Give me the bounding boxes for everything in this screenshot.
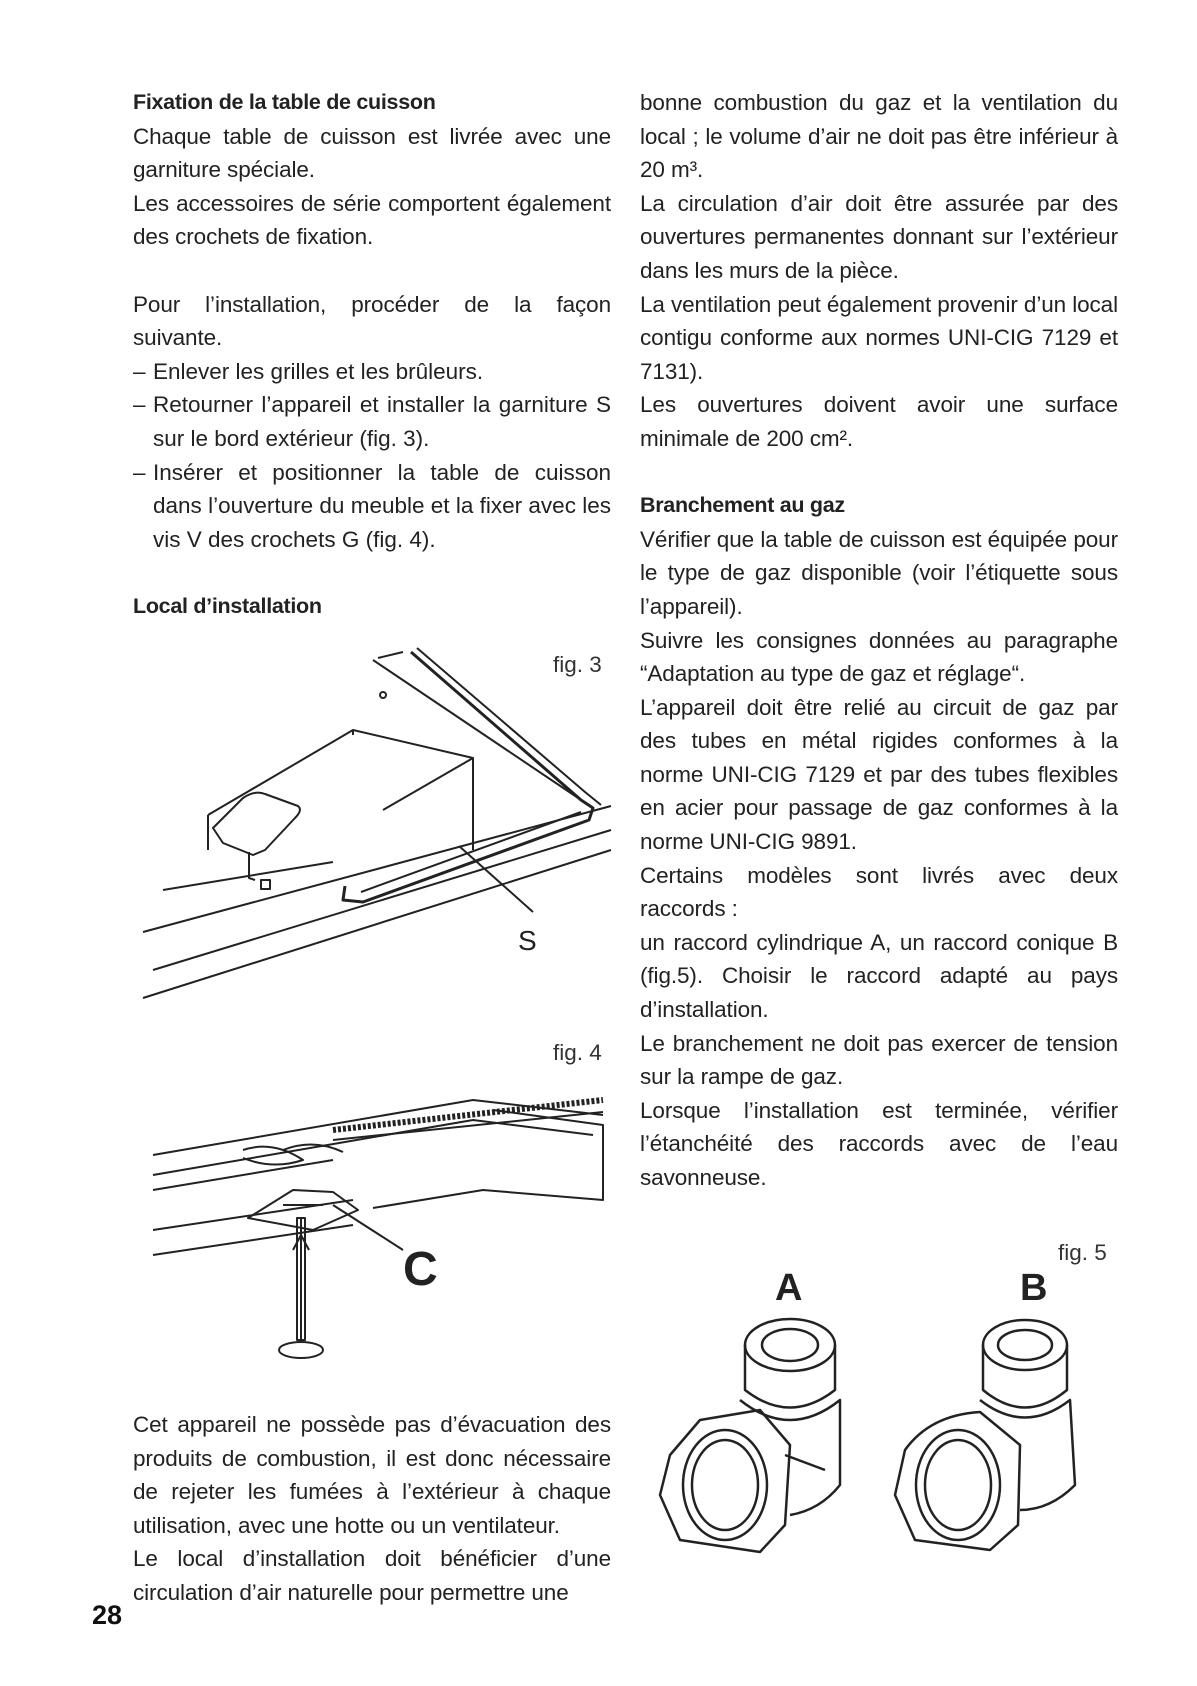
figure-3-callout-s: S	[518, 925, 537, 956]
gas-fittings-illustration	[640, 1240, 1120, 1580]
heading-local: Local d’installation	[133, 593, 322, 618]
paragraph-ventilation: La ventilation peut également provenir d’un local contigu conforme aux normes UNI-CIG 7129 et 7131).	[640, 291, 1118, 384]
paragraph-local-2: Le local d’installation doit bénéficier d’une circulation d’air naturelle pour permettre une	[133, 1546, 611, 1605]
figure-4-callout-c: C	[403, 1243, 438, 1296]
figure-5-callout-a: A	[775, 1267, 803, 1309]
heading-fixation: Fixation de la table de cuisson	[133, 90, 436, 114]
list-item: – Insérer et positionner la table de cuisson dans l’ouverture du meuble et la fixer avec les vis V des crochets G (fig. 4).	[133, 459, 611, 552]
figure-3-label: fig. 3	[553, 652, 602, 677]
paragraph-openings: Les ouvertures doivent avoir une surface minimale de 200 cm².	[640, 392, 1118, 451]
figure-5	[640, 1240, 1120, 1580]
left-column-bottom	[133, 1408, 611, 1610]
heading-gas: Branchement au gaz	[640, 493, 845, 518]
figure-4-label: fig. 4	[553, 1040, 602, 1065]
paragraph-continuation: bonne combustion du gaz et la ventilation du local ; le volume d’air ne doit pas être inférieur à 20 m³.	[640, 90, 1118, 183]
paragraph-gas-1: Vérifier que la table de cuisson est équipée pour le type de gaz disponible (voir l’étiquette sous l’appareil).	[640, 526, 1118, 619]
paragraph-fixation-2: Les accessoires de série comportent également des crochets de fixation.	[133, 190, 611, 250]
figure-5-label: fig. 5	[1058, 1240, 1107, 1265]
figure-5-callout-b: B	[1020, 1267, 1048, 1309]
paragraph-circulation: La circulation d’air doit être assurée par des ouvertures permanentes donnant sur l’extérieur dans les murs de la pièce.	[640, 190, 1118, 283]
page-number: 28	[92, 1600, 123, 1630]
list-item: – Retourner l’appareil et installer la garniture S sur le bord extérieur (fig. 3).	[133, 392, 611, 451]
paragraph-local-1: Cet appareil ne possède pas d’évacuation des produits de combustion, il est donc nécessaire de rejeter les fumées à l’extérieur à chaque utilisation, avec une hotte ou un ventilateur.	[133, 1412, 611, 1538]
figure-4	[133, 1040, 613, 1380]
right-column	[640, 86, 1118, 1195]
paragraph-procedure: Pour l’installation, procéder de la façon suivante.	[133, 291, 611, 351]
fixing-bracket-illustration	[133, 1040, 613, 1380]
list-item: – Enlever les grilles et les brûleurs.	[133, 358, 484, 384]
paragraph-gas-4: Certains modèles sont livrés avec deux raccords :	[640, 862, 1118, 922]
paragraph-gas-5: un raccord cylindrique A, un raccord conique B (fig.5). Choisir le raccord adapté au pays d’installation.	[640, 929, 1118, 1023]
paragraph-gas-3: L’appareil doit être relié au circuit de gaz par des tubes en métal rigides conformes à la norme UNI-CIG 7129 et par des tubes flexibles en acier pour passage de gaz conformes à la norme UNI-CIG 9891.	[640, 694, 1118, 855]
paragraph-gas-6: Le branchement ne doit pas exercer de tension sur la rampe de gaz.	[640, 1030, 1118, 1090]
left-column	[133, 86, 611, 624]
hob-seal-illustration	[133, 640, 613, 1010]
figure-3	[133, 640, 613, 1010]
installation-steps	[133, 355, 611, 557]
paragraph-gas-7: Lorsque l’installation est terminée, vérifier l’étanchéité des raccords avec de l’eau savonneuse.	[640, 1097, 1118, 1190]
paragraph-fixation-1: Chaque table de cuisson est livrée avec une garniture spéciale.	[133, 123, 611, 183]
paragraph-gas-2: Suivre les consignes données au paragraphe “Adaptation au type de gaz et réglage“.	[640, 627, 1118, 687]
